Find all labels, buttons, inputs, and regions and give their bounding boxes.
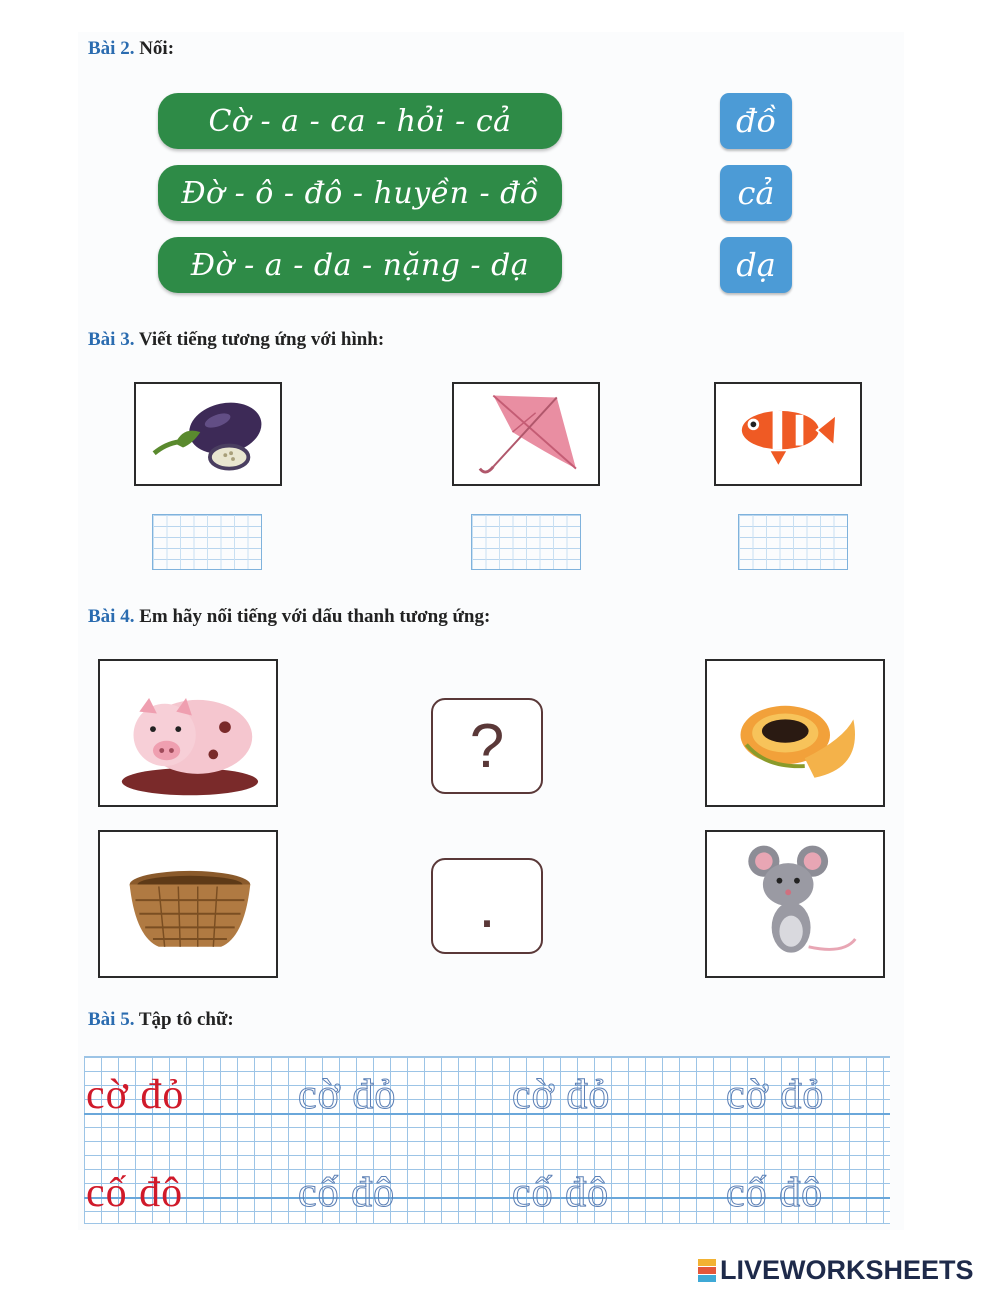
logo-text: LIVEWORKSHEETS xyxy=(720,1254,974,1285)
umbrella-picture xyxy=(452,382,600,486)
bai3-heading xyxy=(88,329,384,351)
tone-nang-box[interactable]: . xyxy=(431,858,543,954)
basket-picture[interactable] xyxy=(98,830,278,978)
bai5-number: Bài 5. xyxy=(88,1009,135,1030)
word-card-1[interactable]: đồ xyxy=(720,93,792,149)
model-word-co-do-2: cố đô xyxy=(86,1170,184,1216)
papaya-picture[interactable] xyxy=(705,659,885,807)
tone-hoi-box[interactable]: ? xyxy=(431,698,543,794)
bai2-title: Nối: xyxy=(139,38,175,59)
trace-word-co-do-2[interactable]: cố đô xyxy=(726,1170,824,1216)
trace-word-co-do-2[interactable]: cố đô xyxy=(512,1170,610,1216)
umbrella-icon xyxy=(454,384,598,484)
eggplant-picture xyxy=(134,382,282,486)
handwriting-practice-grid[interactable] xyxy=(84,1056,890,1224)
pig-icon xyxy=(100,661,276,805)
phrase-card-3[interactable]: Đờ - a - da - nặng - dạ xyxy=(158,237,562,293)
word-card-3[interactable]: dạ xyxy=(720,237,792,293)
trace-word-co-do[interactable]: cờ đỏ xyxy=(298,1072,397,1118)
logo-mark-icon xyxy=(698,1259,716,1282)
bai2-heading xyxy=(88,38,174,60)
word-card-2[interactable]: cả xyxy=(720,165,792,221)
bai4-number: Bài 4. xyxy=(88,606,135,627)
trace-word-co-do-2[interactable]: cố đô xyxy=(298,1170,396,1216)
bai2-number: Bài 2. xyxy=(88,38,135,59)
trace-word-co-do[interactable]: cờ đỏ xyxy=(726,1072,825,1118)
bai5-heading xyxy=(88,1009,234,1031)
liveworksheets-logo xyxy=(698,1256,974,1284)
bai3-title: Viết tiếng tương ứng với hình: xyxy=(138,329,385,350)
writing-box-2[interactable] xyxy=(471,514,581,570)
phrase-card-1[interactable]: Cờ - a - ca - hỏi - cả xyxy=(158,93,562,149)
mouse-icon xyxy=(707,832,883,976)
mouse-picture[interactable] xyxy=(705,830,885,978)
trace-word-co-do[interactable]: cờ đỏ xyxy=(512,1072,611,1118)
phrase-card-2[interactable]: Đờ - ô - đô - huyền - đồ xyxy=(158,165,562,221)
bai4-title: Em hãy nối tiếng với dấu thanh tương ứng: xyxy=(139,606,491,627)
writing-box-3[interactable] xyxy=(738,514,848,570)
fish-icon xyxy=(716,384,860,484)
clownfish-picture xyxy=(714,382,862,486)
bai3-number: Bài 3. xyxy=(88,329,135,350)
bai4-heading xyxy=(88,606,490,628)
model-word-co-do: cờ đỏ xyxy=(86,1072,185,1118)
writing-box-1[interactable] xyxy=(152,514,262,570)
bai5-title: Tập tô chữ: xyxy=(138,1009,234,1030)
pig-picture[interactable] xyxy=(98,659,278,807)
eggplant-icon xyxy=(136,384,280,484)
basket-icon xyxy=(100,832,276,976)
papaya-icon xyxy=(707,661,883,805)
